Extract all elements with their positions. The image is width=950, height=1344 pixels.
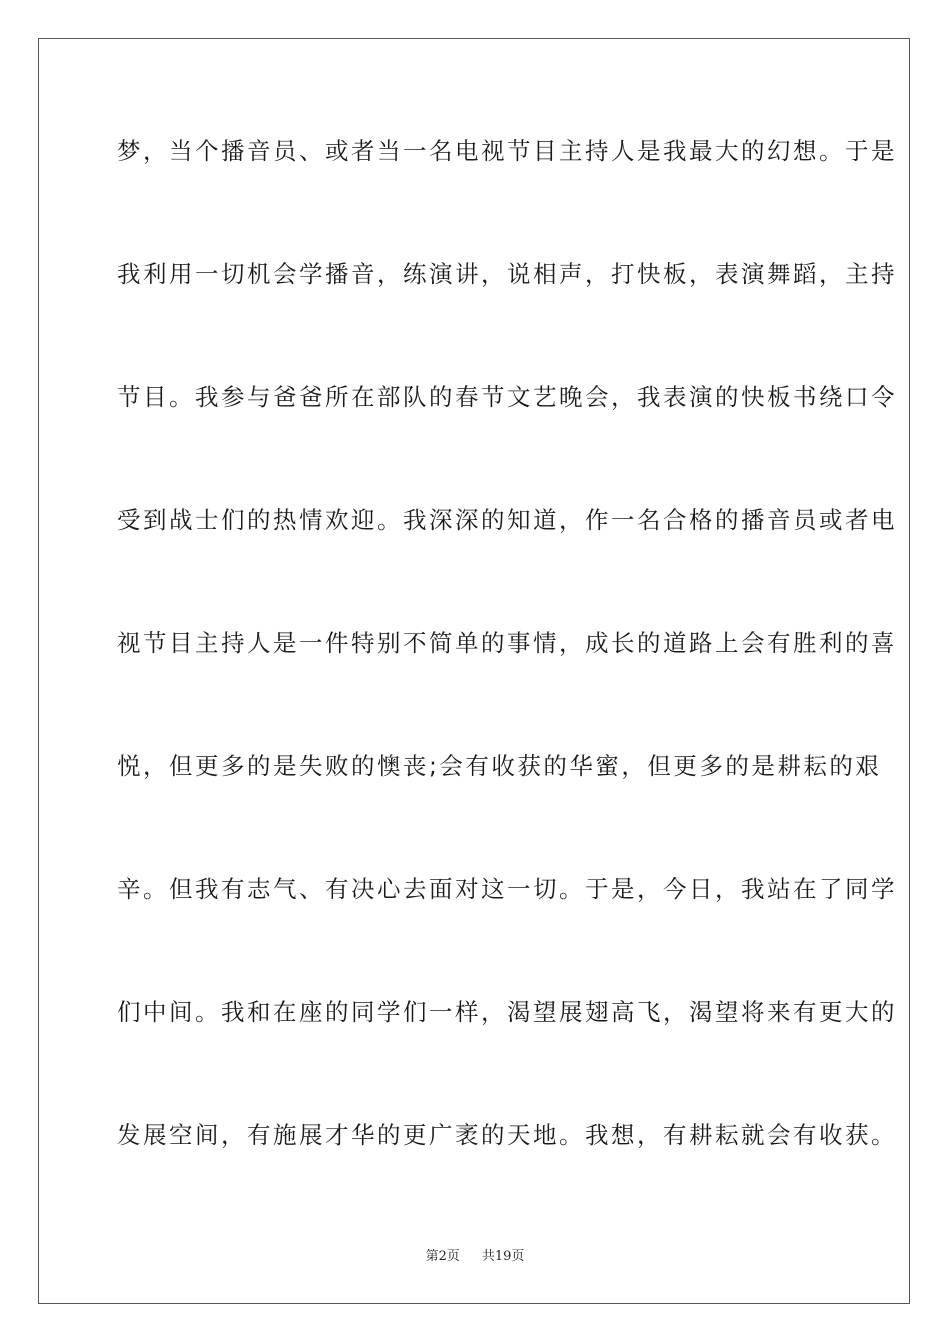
page-number: 第2页 xyxy=(425,1249,460,1264)
text-line: 受到战士们的热情欢迎。我深深的知道，作一名合格的播音员或者电 xyxy=(117,506,897,534)
text-line: 发展空间，有施展才华的更广袤的天地。我想，有耕耘就会有收获。 xyxy=(117,1121,897,1149)
page-footer xyxy=(0,1245,950,1264)
text-line: 视节目主持人是一件特别不简单的事情，成长的道路上会有胜利的喜 xyxy=(117,629,897,657)
text-line: 们中间。我和在座的同学们一样，渴望展翅高飞，渴望将来有更大的 xyxy=(117,998,897,1026)
text-line: 悦，但更多的是失败的懊丧;会有收获的华蜜，但更多的是耕耘的艰 xyxy=(117,752,882,780)
page-total: 共19页 xyxy=(481,1249,525,1264)
document-body xyxy=(117,128,897,1235)
text-line: 梦，当个播音员、或者当一名电视节目主持人是我最大的幻想。于是 xyxy=(117,137,897,165)
text-line: 我利用一切机会学播音，练演讲，说相声，打快板，表演舞蹈，主持 xyxy=(117,260,897,288)
text-line: 辛。但我有志气、有决心去面对这一切。于是，今日，我站在了同学 xyxy=(117,875,897,903)
text-line: 节目。我参与爸爸所在部队的春节文艺晚会，我表演的快板书绕口令 xyxy=(117,383,897,411)
